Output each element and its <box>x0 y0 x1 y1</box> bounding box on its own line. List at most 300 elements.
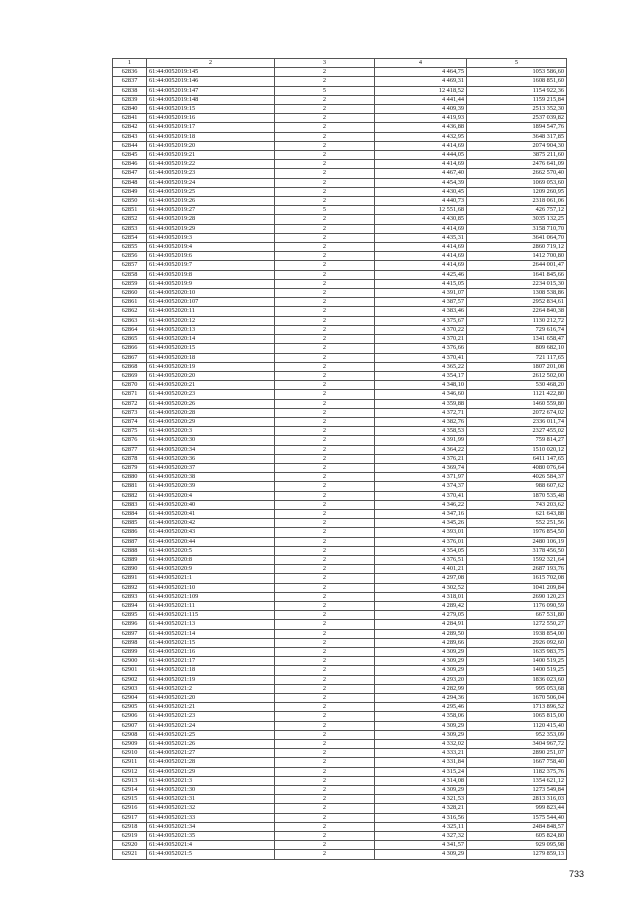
value-cell: 667 531,80 <box>467 611 567 620</box>
table-row <box>113 335 567 344</box>
table-row <box>113 482 567 491</box>
row-number-cell: 62915 <box>113 795 147 804</box>
group-cell: 2 <box>275 666 375 675</box>
row-number-cell: 62860 <box>113 289 147 298</box>
value-cell: 1209 260,95 <box>467 187 567 196</box>
value-cell: 2612 502,00 <box>467 371 567 380</box>
row-number-cell: 62850 <box>113 197 147 206</box>
row-number-cell: 62903 <box>113 684 147 693</box>
table-row <box>113 95 567 104</box>
column-header-5: 5 <box>467 59 567 68</box>
row-number-cell: 62854 <box>113 233 147 242</box>
value-cell: 1279 859,13 <box>467 850 567 859</box>
cadastral-number-cell: 61:44:0052021:10 <box>147 583 275 592</box>
value-cell: 552 251,56 <box>467 519 567 528</box>
group-cell: 2 <box>275 436 375 445</box>
table-row <box>113 528 567 537</box>
table-row <box>113 408 567 417</box>
group-cell: 2 <box>275 694 375 703</box>
row-number-cell: 62884 <box>113 509 147 518</box>
cadastral-number-cell: 61:44:0052019:6 <box>147 252 275 261</box>
cadastral-number-cell: 61:44:0052020:42 <box>147 519 275 528</box>
row-number-cell: 62918 <box>113 822 147 831</box>
value-cell: 721 117,65 <box>467 353 567 362</box>
row-number-cell: 62897 <box>113 629 147 638</box>
cadastral-number-cell: 61:44:0052021:24 <box>147 721 275 730</box>
table-row <box>113 132 567 141</box>
cadastral-number-cell: 61:44:0052020:11 <box>147 307 275 316</box>
row-number-cell: 62876 <box>113 436 147 445</box>
group-cell: 2 <box>275 224 375 233</box>
group-cell: 2 <box>275 252 375 261</box>
group-cell: 2 <box>275 850 375 859</box>
value-cell: 3035 132,25 <box>467 215 567 224</box>
table-row <box>113 666 567 675</box>
area-cell: 4 371,97 <box>375 473 467 482</box>
table-row <box>113 371 567 380</box>
group-cell: 2 <box>275 703 375 712</box>
value-cell: 2234 015,30 <box>467 279 567 288</box>
value-cell: 3158 710,70 <box>467 224 567 233</box>
row-number-cell: 62875 <box>113 427 147 436</box>
cadastral-number-cell: 61:44:0052019:146 <box>147 77 275 86</box>
table-row <box>113 500 567 509</box>
row-number-cell: 62851 <box>113 206 147 215</box>
table-row <box>113 574 567 583</box>
value-cell: 1510 020,12 <box>467 445 567 454</box>
row-number-cell: 62880 <box>113 473 147 482</box>
table-row <box>113 694 567 703</box>
value-cell: 1976 854,50 <box>467 528 567 537</box>
group-cell: 2 <box>275 399 375 408</box>
row-number-cell: 62885 <box>113 519 147 528</box>
value-cell: 1354 621,12 <box>467 776 567 785</box>
cadastral-number-cell: 61:44:0052019:18 <box>147 132 275 141</box>
area-cell: 4 401,21 <box>375 565 467 574</box>
area-cell: 4 279,05 <box>375 611 467 620</box>
group-cell: 2 <box>275 132 375 141</box>
area-cell: 4 469,31 <box>375 77 467 86</box>
value-cell: 1667 758,40 <box>467 758 567 767</box>
group-cell: 2 <box>275 261 375 270</box>
group-cell: 2 <box>275 629 375 638</box>
cadastral-number-cell: 61:44:0052020:107 <box>147 298 275 307</box>
value-cell: 2318 061,06 <box>467 197 567 206</box>
table-row <box>113 712 567 721</box>
table-row <box>113 169 567 178</box>
row-number-cell: 62909 <box>113 740 147 749</box>
area-cell: 4 467,40 <box>375 169 467 178</box>
value-cell: 809 682,10 <box>467 344 567 353</box>
value-cell: 1041 209,84 <box>467 583 567 592</box>
value-cell: 1894 547,76 <box>467 123 567 132</box>
area-cell: 4 316,56 <box>375 813 467 822</box>
value-cell: 1575 544,40 <box>467 813 567 822</box>
value-cell: 1400 519,25 <box>467 666 567 675</box>
value-cell: 2476 641,09 <box>467 160 567 169</box>
row-number-cell: 62886 <box>113 528 147 537</box>
cadastral-number-cell: 61:44:0052020:14 <box>147 335 275 344</box>
value-cell: 621 643,88 <box>467 509 567 518</box>
group-cell: 2 <box>275 574 375 583</box>
value-cell: 995 053,68 <box>467 684 567 693</box>
area-cell: 4 375,67 <box>375 316 467 325</box>
row-number-cell: 62859 <box>113 279 147 288</box>
table-row <box>113 114 567 123</box>
group-cell: 2 <box>275 417 375 426</box>
page-number: 733 <box>569 869 585 879</box>
value-cell: 1182 375,76 <box>467 767 567 776</box>
cadastral-number-cell: 61:44:0052019:8 <box>147 270 275 279</box>
cadastral-number-cell: 61:44:0052019:21 <box>147 151 275 160</box>
group-cell: 2 <box>275 123 375 132</box>
table-row <box>113 565 567 574</box>
cadastral-number-cell: 61:44:0052020:3 <box>147 427 275 436</box>
area-cell: 4 284,91 <box>375 620 467 629</box>
group-cell: 2 <box>275 648 375 657</box>
row-number-cell: 62856 <box>113 252 147 261</box>
value-cell: 1836 023,60 <box>467 675 567 684</box>
cadastral-number-cell: 61:44:0052021:11 <box>147 601 275 610</box>
data-table <box>112 58 567 860</box>
cadastral-number-cell: 61:44:0052020:36 <box>147 454 275 463</box>
table-row <box>113 730 567 739</box>
group-cell: 2 <box>275 555 375 564</box>
value-cell: 2860 719,12 <box>467 243 567 252</box>
table-row <box>113 767 567 776</box>
value-cell: 1635 983,75 <box>467 648 567 657</box>
cadastral-number-cell: 61:44:0052020:44 <box>147 537 275 546</box>
row-number-cell: 62848 <box>113 178 147 187</box>
row-number-cell: 62840 <box>113 105 147 114</box>
area-cell: 4 370,21 <box>375 335 467 344</box>
table-row <box>113 381 567 390</box>
row-number-cell: 62837 <box>113 77 147 86</box>
table-row <box>113 344 567 353</box>
group-cell: 2 <box>275 68 375 77</box>
value-cell: 605 824,80 <box>467 832 567 841</box>
cadastral-number-cell: 61:44:0052020:10 <box>147 289 275 298</box>
value-cell: 1272 550,27 <box>467 620 567 629</box>
value-cell: 1870 535,48 <box>467 491 567 500</box>
group-cell: 2 <box>275 592 375 601</box>
value-cell: 1154 922,36 <box>467 86 567 95</box>
value-cell: 530 468,20 <box>467 381 567 390</box>
area-cell: 4 444,05 <box>375 151 467 160</box>
table-row <box>113 758 567 767</box>
area-cell: 4 430,45 <box>375 187 467 196</box>
group-cell: 2 <box>275 528 375 537</box>
row-number-cell: 62869 <box>113 371 147 380</box>
cadastral-number-cell: 61:44:0052021:17 <box>147 657 275 666</box>
group-cell: 2 <box>275 279 375 288</box>
cadastral-number-cell: 61:44:0052021:16 <box>147 648 275 657</box>
row-number-cell: 62904 <box>113 694 147 703</box>
row-number-cell: 62874 <box>113 417 147 426</box>
cadastral-number-cell: 61:44:0052019:24 <box>147 178 275 187</box>
value-cell: 2952 834,61 <box>467 298 567 307</box>
row-number-cell: 62908 <box>113 730 147 739</box>
row-number-cell: 62836 <box>113 68 147 77</box>
table-row <box>113 77 567 86</box>
area-cell: 4 295,46 <box>375 703 467 712</box>
table-row <box>113 224 567 233</box>
row-number-cell: 62863 <box>113 316 147 325</box>
area-cell: 4 314,08 <box>375 776 467 785</box>
row-number-cell: 62870 <box>113 381 147 390</box>
table-row <box>113 463 567 472</box>
row-number-cell: 62842 <box>113 123 147 132</box>
cadastral-number-cell: 61:44:0052021:4 <box>147 841 275 850</box>
group-cell: 2 <box>275 684 375 693</box>
table-row <box>113 749 567 758</box>
group-cell: 2 <box>275 445 375 454</box>
area-cell: 4 376,01 <box>375 537 467 546</box>
table-row <box>113 233 567 242</box>
value-cell: 1121 422,80 <box>467 390 567 399</box>
value-cell: 1592 321,64 <box>467 555 567 564</box>
area-cell: 4 309,29 <box>375 657 467 666</box>
cadastral-number-cell: 61:44:0052021:27 <box>147 749 275 758</box>
row-number-cell: 62883 <box>113 500 147 509</box>
row-number-cell: 62849 <box>113 187 147 196</box>
cadastral-number-cell: 61:44:0052021:115 <box>147 611 275 620</box>
cadastral-number-cell: 61:44:0052021:25 <box>147 730 275 739</box>
area-cell: 4 432,95 <box>375 132 467 141</box>
area-cell: 4 364,22 <box>375 445 467 454</box>
cadastral-number-cell: 61:44:0052020:20 <box>147 371 275 380</box>
area-cell: 4 414,69 <box>375 243 467 252</box>
area-cell: 4 302,52 <box>375 583 467 592</box>
area-cell: 4 369,74 <box>375 463 467 472</box>
area-cell: 4 382,76 <box>375 417 467 426</box>
table-row <box>113 123 567 132</box>
value-cell: 729 616,74 <box>467 325 567 334</box>
group-cell: 2 <box>275 381 375 390</box>
cadastral-number-cell: 61:44:0052019:28 <box>147 215 275 224</box>
row-number-cell: 62901 <box>113 666 147 675</box>
value-cell: 759 814,27 <box>467 436 567 445</box>
area-cell: 4 409,39 <box>375 105 467 114</box>
group-cell: 2 <box>275 565 375 574</box>
group-cell: 2 <box>275 675 375 684</box>
cadastral-number-cell: 61:44:0052020:9 <box>147 565 275 574</box>
area-cell: 4 309,29 <box>375 786 467 795</box>
table-row <box>113 546 567 555</box>
table-row <box>113 638 567 647</box>
row-number-cell: 62914 <box>113 786 147 795</box>
group-cell: 2 <box>275 473 375 482</box>
cadastral-number-cell: 61:44:0052021:30 <box>147 786 275 795</box>
group-cell: 2 <box>275 730 375 739</box>
cadastral-number-cell: 61:44:0052020:18 <box>147 353 275 362</box>
cadastral-number-cell: 61:44:0052020:39 <box>147 482 275 491</box>
cadastral-number-cell: 61:44:0052019:3 <box>147 233 275 242</box>
area-cell: 4 309,29 <box>375 666 467 675</box>
cadastral-number-cell: 61:44:0052021:33 <box>147 813 275 822</box>
cadastral-number-cell: 61:44:0052021:3 <box>147 776 275 785</box>
cadastral-number-cell: 61:44:0052020:5 <box>147 546 275 555</box>
table-row <box>113 353 567 362</box>
cadastral-number-cell: 61:44:0052021:18 <box>147 666 275 675</box>
cadastral-number-cell: 61:44:0052020:13 <box>147 325 275 334</box>
area-cell: 4 289,66 <box>375 638 467 647</box>
table-row <box>113 509 567 518</box>
table-row <box>113 473 567 482</box>
value-cell: 2336 011,74 <box>467 417 567 426</box>
group-cell: 2 <box>275 141 375 150</box>
area-cell: 4 464,75 <box>375 68 467 77</box>
area-cell: 4 441,44 <box>375 95 467 104</box>
area-cell: 4 289,50 <box>375 629 467 638</box>
table-row <box>113 537 567 546</box>
row-number-cell: 62920 <box>113 841 147 850</box>
column-header-1: 1 <box>113 59 147 68</box>
cadastral-number-cell: 61:44:0052020:34 <box>147 445 275 454</box>
value-cell: 1053 586,60 <box>467 68 567 77</box>
cadastral-number-cell: 61:44:0052019:20 <box>147 141 275 150</box>
group-cell: 5 <box>275 206 375 215</box>
area-cell: 4 383,46 <box>375 307 467 316</box>
value-cell: 1159 215,84 <box>467 95 567 104</box>
cadastral-number-cell: 61:44:0052019:16 <box>147 114 275 123</box>
table-row <box>113 399 567 408</box>
table-row <box>113 86 567 95</box>
table-body <box>113 68 567 859</box>
area-cell: 4 309,29 <box>375 721 467 730</box>
cadastral-number-cell: 61:44:0052021:21 <box>147 703 275 712</box>
cadastral-number-cell: 61:44:0052021:31 <box>147 795 275 804</box>
group-cell: 2 <box>275 187 375 196</box>
area-cell: 4 331,84 <box>375 758 467 767</box>
area-cell: 4 376,51 <box>375 555 467 564</box>
row-number-cell: 62916 <box>113 804 147 813</box>
value-cell: 1641 845,66 <box>467 270 567 279</box>
cadastral-number-cell: 61:44:0052020:21 <box>147 381 275 390</box>
table-row <box>113 804 567 813</box>
cadastral-number-cell: 61:44:0052020:38 <box>147 473 275 482</box>
row-number-cell: 62877 <box>113 445 147 454</box>
row-number-cell: 62865 <box>113 335 147 344</box>
table-row <box>113 813 567 822</box>
table-row <box>113 583 567 592</box>
area-cell: 4 358,53 <box>375 427 467 436</box>
group-cell: 2 <box>275 620 375 629</box>
cadastral-number-cell: 61:44:0052019:145 <box>147 68 275 77</box>
value-cell: 952 353,09 <box>467 730 567 739</box>
table-row <box>113 740 567 749</box>
value-cell: 2690 120,23 <box>467 592 567 601</box>
table-row <box>113 454 567 463</box>
group-cell: 2 <box>275 537 375 546</box>
value-cell: 999 823,44 <box>467 804 567 813</box>
row-number-cell: 62896 <box>113 620 147 629</box>
group-cell: 2 <box>275 408 375 417</box>
group-cell: 5 <box>275 86 375 95</box>
table-row <box>113 362 567 371</box>
group-cell: 2 <box>275 638 375 647</box>
group-cell: 2 <box>275 749 375 758</box>
value-cell: 1400 519,25 <box>467 657 567 666</box>
table-row <box>113 841 567 850</box>
value-cell: 2513 352,30 <box>467 105 567 114</box>
cadastral-number-cell: 61:44:0052020:4 <box>147 491 275 500</box>
group-cell: 2 <box>275 500 375 509</box>
value-cell: 2890 251,07 <box>467 749 567 758</box>
data-table-container <box>112 58 566 860</box>
area-cell: 4 372,71 <box>375 408 467 417</box>
row-number-cell: 62881 <box>113 482 147 491</box>
area-cell: 4 415,05 <box>375 279 467 288</box>
table-row <box>113 427 567 436</box>
group-cell: 2 <box>275 344 375 353</box>
cadastral-number-cell: 61:44:0052019:29 <box>147 224 275 233</box>
value-cell: 2662 570,40 <box>467 169 567 178</box>
area-cell: 4 454,39 <box>375 178 467 187</box>
table-row <box>113 786 567 795</box>
row-number-cell: 62868 <box>113 362 147 371</box>
cadastral-number-cell: 61:44:0052020:8 <box>147 555 275 564</box>
group-cell: 2 <box>275 786 375 795</box>
area-cell: 4 387,57 <box>375 298 467 307</box>
group-cell: 2 <box>275 721 375 730</box>
value-cell: 426 757,12 <box>467 206 567 215</box>
group-cell: 2 <box>275 335 375 344</box>
group-cell: 2 <box>275 390 375 399</box>
area-cell: 12 551,68 <box>375 206 467 215</box>
cadastral-number-cell: 61:44:0052019:148 <box>147 95 275 104</box>
value-cell: 1460 559,80 <box>467 399 567 408</box>
area-cell: 4 315,24 <box>375 767 467 776</box>
value-cell: 1065 815,00 <box>467 712 567 721</box>
value-cell: 4080 076,64 <box>467 463 567 472</box>
value-cell: 2072 674,02 <box>467 408 567 417</box>
area-cell: 4 414,69 <box>375 141 467 150</box>
row-number-cell: 62882 <box>113 491 147 500</box>
group-cell: 2 <box>275 813 375 822</box>
group-cell: 2 <box>275 740 375 749</box>
row-number-cell: 62889 <box>113 555 147 564</box>
cadastral-number-cell: 61:44:0052020:28 <box>147 408 275 417</box>
area-cell: 4 346,22 <box>375 500 467 509</box>
value-cell: 1130 212,72 <box>467 316 567 325</box>
row-number-cell: 62900 <box>113 657 147 666</box>
row-number-cell: 62839 <box>113 95 147 104</box>
value-cell: 3404 967,72 <box>467 740 567 749</box>
value-cell: 2327 455,02 <box>467 427 567 436</box>
cadastral-number-cell: 61:44:0052021:13 <box>147 620 275 629</box>
cadastral-number-cell: 61:44:0052021:109 <box>147 592 275 601</box>
value-cell: 2074 904,30 <box>467 141 567 150</box>
value-cell: 2687 193,76 <box>467 565 567 574</box>
row-number-cell: 62878 <box>113 454 147 463</box>
table-row <box>113 657 567 666</box>
row-number-cell: 62857 <box>113 261 147 270</box>
area-cell: 4 332,02 <box>375 740 467 749</box>
table-row <box>113 703 567 712</box>
group-cell: 2 <box>275 841 375 850</box>
cadastral-number-cell: 61:44:0052019:15 <box>147 105 275 114</box>
table-row <box>113 611 567 620</box>
group-cell: 2 <box>275 160 375 169</box>
area-cell: 4 440,73 <box>375 197 467 206</box>
row-number-cell: 62898 <box>113 638 147 647</box>
cadastral-number-cell: 61:44:0052021:2 <box>147 684 275 693</box>
cadastral-number-cell: 61:44:0052020:23 <box>147 390 275 399</box>
value-cell: 1308 538,86 <box>467 289 567 298</box>
group-cell: 2 <box>275 77 375 86</box>
group-cell: 2 <box>275 758 375 767</box>
